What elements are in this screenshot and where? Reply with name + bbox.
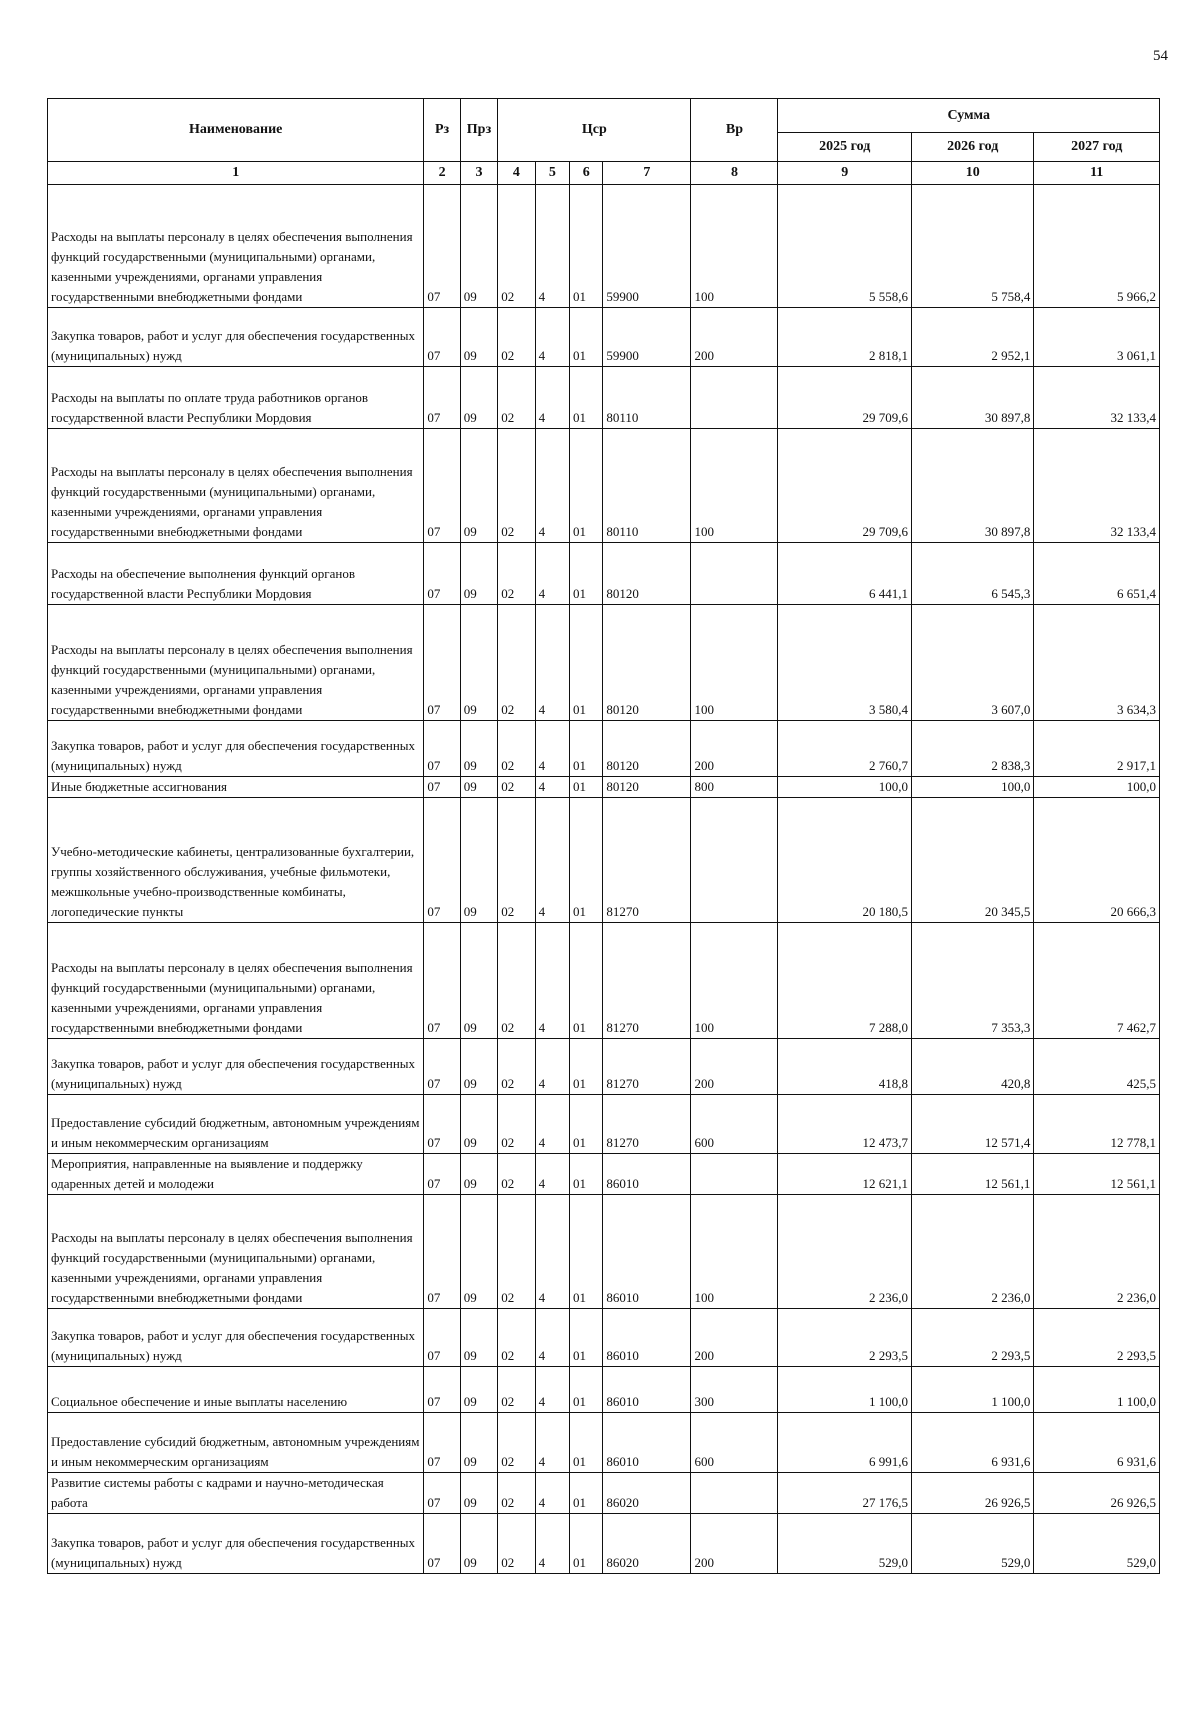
code-vr: 600 [691,1095,778,1154]
code-rz: 07 [424,1195,460,1309]
sum-2026: 7 353,3 [911,923,1033,1039]
code-prz: 09 [460,1514,497,1574]
table-row [48,367,1160,429]
code-csr-4: 02 [498,308,535,367]
code-prz: 09 [460,1095,497,1154]
row-name: Закупка товаров, работ и услуг для обеспечения государственных (муниципальных) нужд [48,1309,424,1367]
code-csr-4: 02 [498,721,535,777]
code-csr-6: 01 [570,308,603,367]
code-csr-7: 86010 [603,1413,691,1473]
row-name: Учебно-методические кабинеты, централизованные бухгалтерии, группы хозяйственного обслуживания, учебные фильмотеки, межшкольные учебно-производственные комбинаты, логопедические пункты [48,798,424,923]
code-csr-4: 02 [498,1367,535,1413]
sum-2027: 3 634,3 [1034,605,1160,721]
sum-2027: 529,0 [1034,1514,1160,1574]
code-rz: 07 [424,1039,460,1095]
code-csr-7: 80110 [603,367,691,429]
sum-2025: 6 441,1 [778,543,912,605]
code-csr-4: 02 [498,429,535,543]
sum-2025: 27 176,5 [778,1473,912,1514]
code-prz: 09 [460,1154,497,1195]
column-number: 1 [48,162,424,185]
code-prz: 09 [460,367,497,429]
code-csr-5: 4 [535,1514,569,1574]
code-csr-7: 86020 [603,1473,691,1514]
header-sum: Сумма [778,99,1160,133]
code-csr-7: 86010 [603,1154,691,1195]
sum-2026: 12 571,4 [911,1095,1033,1154]
sum-2027: 100,0 [1034,777,1160,798]
code-vr: 100 [691,923,778,1039]
sum-2027: 2 236,0 [1034,1195,1160,1309]
header-vr: Вр [691,99,778,162]
row-name: Развитие системы работы с кадрами и научно-методическая работа [48,1473,424,1514]
table-row [48,1195,1160,1309]
sum-2027: 20 666,3 [1034,798,1160,923]
code-rz: 07 [424,605,460,721]
sum-2025: 29 709,6 [778,367,912,429]
sum-2025: 529,0 [778,1514,912,1574]
table-row [48,798,1160,923]
sum-2026: 30 897,8 [911,367,1033,429]
code-csr-5: 4 [535,1473,569,1514]
code-rz: 07 [424,1095,460,1154]
code-csr-4: 02 [498,777,535,798]
header-prz: Прз [460,99,497,162]
code-prz: 09 [460,1039,497,1095]
code-csr-6: 01 [570,543,603,605]
code-csr-5: 4 [535,429,569,543]
header-year-2027: 2027 год [1034,133,1160,162]
code-csr-6: 01 [570,721,603,777]
code-csr-6: 01 [570,1473,603,1514]
code-rz: 07 [424,367,460,429]
code-csr-4: 02 [498,1154,535,1195]
code-rz: 07 [424,777,460,798]
code-vr: 300 [691,1367,778,1413]
column-number: 11 [1034,162,1160,185]
code-csr-6: 01 [570,923,603,1039]
code-rz: 07 [424,543,460,605]
sum-2026: 3 607,0 [911,605,1033,721]
code-csr-7: 86010 [603,1309,691,1367]
code-csr-7: 59900 [603,185,691,308]
header-csr: Цср [498,99,691,162]
code-vr: 200 [691,721,778,777]
table-row [48,777,1160,798]
sum-2026: 2 952,1 [911,308,1033,367]
column-number: 4 [498,162,535,185]
code-csr-4: 02 [498,185,535,308]
code-prz: 09 [460,798,497,923]
sum-2026: 5 758,4 [911,185,1033,308]
code-csr-6: 01 [570,777,603,798]
column-number: 8 [691,162,778,185]
header-year-2026: 2026 год [911,133,1033,162]
code-prz: 09 [460,923,497,1039]
header-name: Наименование [48,99,424,162]
code-prz: 09 [460,777,497,798]
sum-2025: 100,0 [778,777,912,798]
code-csr-4: 02 [498,1095,535,1154]
table-row [48,1473,1160,1514]
code-csr-5: 4 [535,308,569,367]
code-rz: 07 [424,721,460,777]
table-row [48,185,1160,308]
table-row [48,1039,1160,1095]
code-vr [691,798,778,923]
sum-2026: 1 100,0 [911,1367,1033,1413]
column-number: 2 [424,162,460,185]
row-name: Закупка товаров, работ и услуг для обеспечения государственных (муниципальных) нужд [48,1039,424,1095]
sum-2026: 6 545,3 [911,543,1033,605]
table-row [48,605,1160,721]
column-number: 7 [603,162,691,185]
table-row [48,721,1160,777]
sum-2026: 420,8 [911,1039,1033,1095]
code-csr-5: 4 [535,721,569,777]
code-prz: 09 [460,185,497,308]
sum-2026: 2 838,3 [911,721,1033,777]
row-name: Предоставление субсидий бюджетным, автономным учреждениям и иным некоммерческим организациям [48,1413,424,1473]
code-vr: 600 [691,1413,778,1473]
column-number: 10 [911,162,1033,185]
code-csr-7: 81270 [603,1095,691,1154]
sum-2027: 32 133,4 [1034,367,1160,429]
sum-2026: 6 931,6 [911,1413,1033,1473]
table-row [48,1309,1160,1367]
column-numbers-row [48,162,1160,185]
sum-2027: 3 061,1 [1034,308,1160,367]
code-vr: 800 [691,777,778,798]
code-csr-7: 59900 [603,308,691,367]
row-name: Иные бюджетные ассигнования [48,777,424,798]
sum-2025: 2 818,1 [778,308,912,367]
code-csr-5: 4 [535,367,569,429]
row-name: Расходы на выплаты персоналу в целях обеспечения выполнения функций государственными (муниципальными) органами, казенными учреждениями, органами управления государственными внебюджетными фондами [48,605,424,721]
sum-2025: 5 558,6 [778,185,912,308]
table-row [48,1367,1160,1413]
sum-2027: 5 966,2 [1034,185,1160,308]
code-csr-6: 01 [570,1095,603,1154]
sum-2027: 7 462,7 [1034,923,1160,1039]
code-csr-5: 4 [535,1154,569,1195]
code-csr-7: 81270 [603,798,691,923]
code-csr-7: 80120 [603,721,691,777]
code-csr-6: 01 [570,605,603,721]
code-csr-7: 80110 [603,429,691,543]
sum-2027: 12 561,1 [1034,1154,1160,1195]
code-csr-6: 01 [570,798,603,923]
code-csr-7: 80120 [603,777,691,798]
header-year-2025: 2025 год [778,133,912,162]
code-csr-6: 01 [570,1309,603,1367]
code-csr-7: 81270 [603,1039,691,1095]
row-name: Закупка товаров, работ и услуг для обеспечения государственных (муниципальных) нужд [48,721,424,777]
code-prz: 09 [460,1309,497,1367]
sum-2027: 6 651,4 [1034,543,1160,605]
row-name: Расходы на выплаты персоналу в целях обеспечения выполнения функций государственными (муниципальными) органами, казенными учреждениями, органами управления государственными внебюджетными фондами [48,923,424,1039]
code-csr-4: 02 [498,367,535,429]
sum-2027: 6 931,6 [1034,1413,1160,1473]
code-rz: 07 [424,1413,460,1473]
budget-table [47,98,1160,1574]
code-prz: 09 [460,308,497,367]
sum-2026: 100,0 [911,777,1033,798]
code-rz: 07 [424,308,460,367]
column-number: 9 [778,162,912,185]
code-prz: 09 [460,1367,497,1413]
code-csr-4: 02 [498,1473,535,1514]
code-csr-5: 4 [535,605,569,721]
row-name: Расходы на выплаты персоналу в целях обеспечения выполнения функций государственными (муниципальными) органами, казенными учреждениями, органами управления государственными внебюджетными фондами [48,429,424,543]
row-name: Предоставление субсидий бюджетным, автономным учреждениям и иным некоммерческим организациям [48,1095,424,1154]
code-csr-6: 01 [570,1154,603,1195]
sum-2025: 6 991,6 [778,1413,912,1473]
sum-2026: 2 236,0 [911,1195,1033,1309]
sum-2027: 1 100,0 [1034,1367,1160,1413]
code-rz: 07 [424,798,460,923]
sum-2027: 2 917,1 [1034,721,1160,777]
code-csr-7: 80120 [603,605,691,721]
code-rz: 07 [424,185,460,308]
code-csr-7: 86010 [603,1195,691,1309]
code-csr-6: 01 [570,429,603,543]
code-csr-5: 4 [535,1309,569,1367]
sum-2027: 425,5 [1034,1039,1160,1095]
sum-2025: 7 288,0 [778,923,912,1039]
row-name: Закупка товаров, работ и услуг для обеспечения государственных (муниципальных) нужд [48,308,424,367]
sum-2025: 3 580,4 [778,605,912,721]
code-csr-5: 4 [535,543,569,605]
row-name: Социальное обеспечение и иные выплаты населению [48,1367,424,1413]
sum-2027: 32 133,4 [1034,429,1160,543]
code-vr: 100 [691,1195,778,1309]
page-number: 54 [1153,48,1168,64]
sum-2026: 2 293,5 [911,1309,1033,1367]
code-csr-4: 02 [498,1039,535,1095]
code-vr [691,367,778,429]
table-row [48,543,1160,605]
code-csr-5: 4 [535,185,569,308]
code-rz: 07 [424,1367,460,1413]
code-csr-7: 80120 [603,543,691,605]
code-prz: 09 [460,1473,497,1514]
code-vr: 100 [691,429,778,543]
code-csr-6: 01 [570,367,603,429]
code-vr: 100 [691,185,778,308]
code-vr [691,1473,778,1514]
sum-2027: 26 926,5 [1034,1473,1160,1514]
code-prz: 09 [460,1413,497,1473]
header-rz: Рз [424,99,460,162]
table-row [48,308,1160,367]
code-csr-7: 81270 [603,923,691,1039]
code-csr-4: 02 [498,1309,535,1367]
code-rz: 07 [424,1473,460,1514]
sum-2026: 26 926,5 [911,1473,1033,1514]
code-csr-6: 01 [570,1514,603,1574]
code-csr-6: 01 [570,1039,603,1095]
code-csr-6: 01 [570,1413,603,1473]
code-prz: 09 [460,429,497,543]
sum-2025: 418,8 [778,1039,912,1095]
sum-2026: 12 561,1 [911,1154,1033,1195]
code-csr-4: 02 [498,923,535,1039]
sum-2025: 12 473,7 [778,1095,912,1154]
row-name: Расходы на выплаты персоналу в целях обеспечения выполнения функций государственными (муниципальными) органами, казенными учреждениями, органами управления государственными внебюджетными фондами [48,185,424,308]
code-vr [691,543,778,605]
code-csr-5: 4 [535,923,569,1039]
column-number: 6 [570,162,603,185]
code-csr-7: 86010 [603,1367,691,1413]
table-row [48,1413,1160,1473]
code-vr: 200 [691,1309,778,1367]
code-csr-6: 01 [570,1195,603,1309]
code-csr-4: 02 [498,798,535,923]
code-rz: 07 [424,1514,460,1574]
sum-2025: 2 760,7 [778,721,912,777]
table-row [48,1514,1160,1574]
code-prz: 09 [460,605,497,721]
code-csr-5: 4 [535,1039,569,1095]
code-csr-4: 02 [498,543,535,605]
sum-2025: 2 236,0 [778,1195,912,1309]
sum-2026: 30 897,8 [911,429,1033,543]
code-csr-6: 01 [570,185,603,308]
sum-2025: 20 180,5 [778,798,912,923]
code-csr-5: 4 [535,798,569,923]
code-csr-7: 86020 [603,1514,691,1574]
table-row [48,923,1160,1039]
table-row [48,1154,1160,1195]
sum-2026: 20 345,5 [911,798,1033,923]
code-csr-6: 01 [570,1367,603,1413]
code-rz: 07 [424,1309,460,1367]
table-row [48,429,1160,543]
sum-2025: 2 293,5 [778,1309,912,1367]
code-rz: 07 [424,1154,460,1195]
sum-2025: 12 621,1 [778,1154,912,1195]
code-csr-5: 4 [535,1095,569,1154]
sum-2025: 29 709,6 [778,429,912,543]
code-vr: 200 [691,1039,778,1095]
code-vr: 200 [691,1514,778,1574]
code-rz: 07 [424,429,460,543]
code-csr-4: 02 [498,605,535,721]
table-row [48,1095,1160,1154]
code-csr-5: 4 [535,777,569,798]
code-csr-5: 4 [535,1195,569,1309]
code-vr [691,1154,778,1195]
code-prz: 09 [460,721,497,777]
code-vr: 100 [691,605,778,721]
sum-2025: 1 100,0 [778,1367,912,1413]
code-vr: 200 [691,308,778,367]
row-name: Закупка товаров, работ и услуг для обеспечения государственных (муниципальных) нужд [48,1514,424,1574]
code-rz: 07 [424,923,460,1039]
row-name: Расходы на обеспечение выполнения функций органов государственной власти Республики Мордовия [48,543,424,605]
code-csr-4: 02 [498,1413,535,1473]
code-prz: 09 [460,1195,497,1309]
sum-2027: 12 778,1 [1034,1095,1160,1154]
code-csr-4: 02 [498,1195,535,1309]
sum-2027: 2 293,5 [1034,1309,1160,1367]
row-name: Расходы на выплаты по оплате труда работников органов государственной власти Республики Мордовия [48,367,424,429]
row-name: Расходы на выплаты персоналу в целях обеспечения выполнения функций государственными (муниципальными) органами, казенными учреждениями, органами управления государственными внебюджетными фондами [48,1195,424,1309]
row-name: Мероприятия, направленные на выявление и поддержку одаренных детей и молодежи [48,1154,424,1195]
code-csr-5: 4 [535,1413,569,1473]
sum-2026: 529,0 [911,1514,1033,1574]
code-csr-4: 02 [498,1514,535,1574]
code-csr-5: 4 [535,1367,569,1413]
column-number: 3 [460,162,497,185]
code-prz: 09 [460,543,497,605]
column-number: 5 [535,162,569,185]
